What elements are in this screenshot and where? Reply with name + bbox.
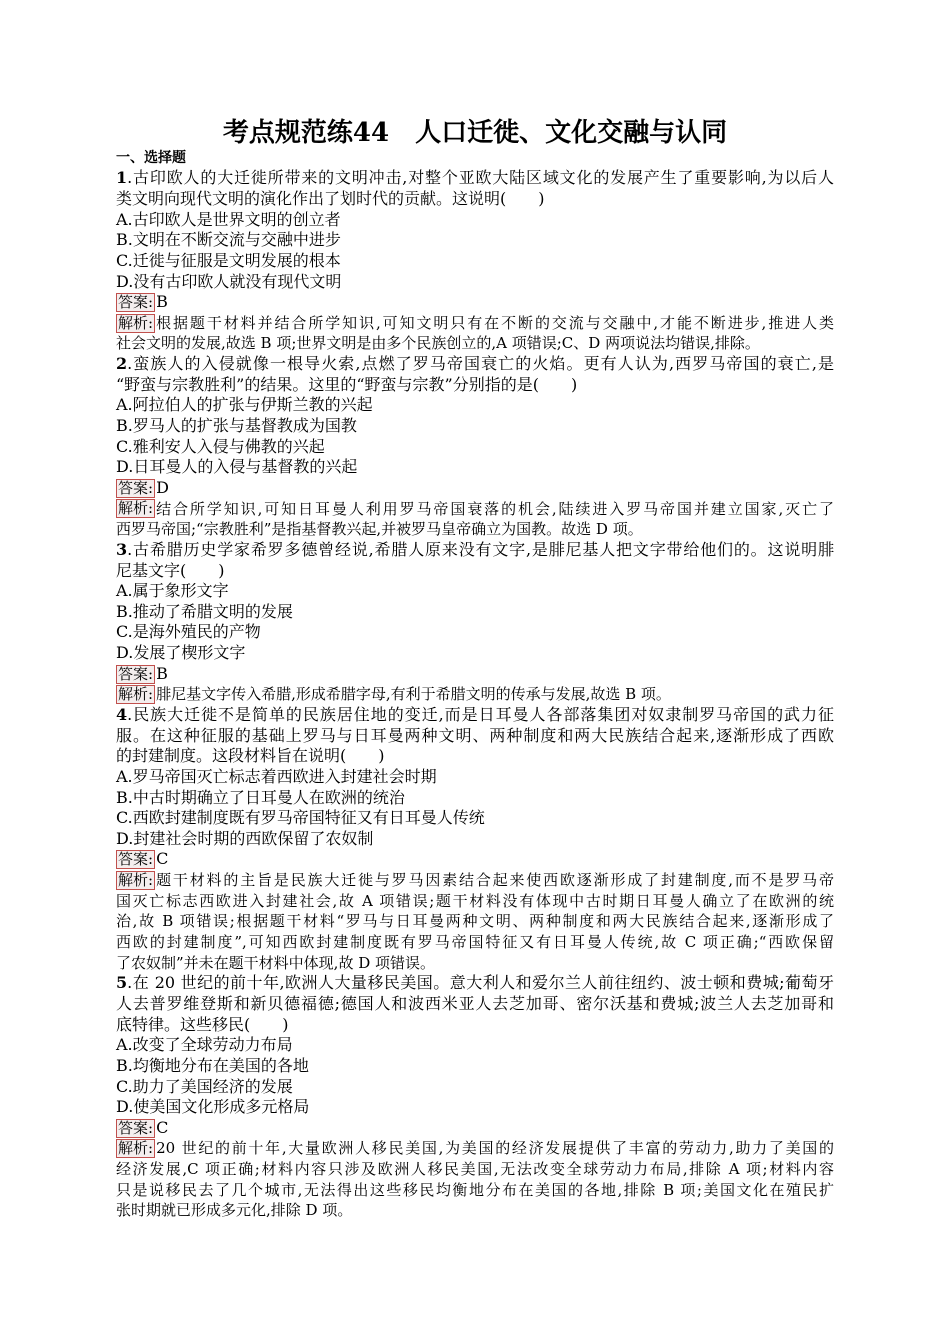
answer-line (116, 292, 834, 313)
question-list (116, 148, 834, 1221)
answer-line (116, 478, 834, 499)
option-b: B.中古时期确立了日耳曼人在欧洲的统治 (116, 787, 405, 807)
answer-value: C (156, 849, 169, 869)
question-4 (116, 705, 834, 973)
analysis-text: 经济发展,C 项正确;材料内容只涉及欧洲人移民美国,无法改变全球劳动力布局,排除 A 项;材料内容 (116, 1160, 834, 1179)
option-c: C.雅利安人入侵与佛教的兴起 (116, 436, 325, 456)
question-number: 4 (116, 704, 128, 724)
analysis-text: 西罗马帝国;“宗教胜利”是指基督教兴起,并被罗马皇帝确立为国教。故选 D 项。 (116, 520, 643, 539)
option-b: B.推动了希腊文明的发展 (116, 601, 293, 621)
question-stem-text: .古印欧人的大迁徙所带来的文明冲击,对整个亚欧大陆区域文化的发展产生了重要影响,为以后人 (127, 168, 834, 188)
option-b: B.文明在不断交流与交融中进步 (116, 230, 341, 250)
answer-label: 答案: (118, 478, 154, 497)
analysis-text: 根据题干材料并结合所学知识,可知文明只有在不断的交流与交融中,才能不断进步,推进人类 (156, 313, 834, 332)
analysis-text: 西欧的封建制度”,可知西欧封建制度既有罗马帝国特征又有日耳曼人传统,故 C 项正确;“西欧保留 (116, 933, 834, 952)
page-title: 考点规范练44 人口迁徙、文化交融与认同 (222, 118, 728, 148)
question-stem-line (116, 705, 834, 726)
question-stem-text: .民族大迁徙不是简单的民族居住地的变迁,而是日耳曼人各部落集团对奴隶制罗马帝国的武力征 (127, 704, 834, 724)
option-a: A.罗马帝国灭亡标志着西欧进入封建社会时期 (116, 766, 437, 786)
answer-value: B (156, 663, 168, 683)
analysis-label: 解析: (118, 1139, 154, 1158)
analysis-line (116, 313, 834, 334)
section-heading: 一、选择题 (116, 149, 186, 166)
question-stem-line (116, 973, 834, 994)
question-stem-line: 类文明向现代文明的演化作出了划时代的贡献。这说明( ) (116, 188, 545, 208)
analysis-line (116, 870, 834, 891)
question-stem-line (116, 354, 834, 375)
question-stem-text: .蛮族人的入侵就像一根导火索,点燃了罗马帝国衰亡的火焰。更有人认为,西罗马帝国的衰亡,是 (127, 354, 834, 374)
question-number: 1 (116, 168, 128, 188)
analysis-line (116, 684, 834, 705)
analysis-label: 解析: (118, 870, 154, 889)
question-1 (116, 168, 834, 354)
option-a: A.属于象形文字 (116, 581, 229, 601)
question-stem-line: 服。在这种征服的基础上罗马与日耳曼两种文明、两种制度和两大民族结合起来,逐渐形成了西欧 (116, 725, 834, 745)
option-a: A.古印欧人是世界文明的创立者 (116, 209, 341, 229)
analysis-text: 腓尼基文字传入希腊,形成希腊字母,有利于希腊文明的传承与发展,故选 B 项。 (156, 685, 671, 704)
analysis-line (116, 499, 834, 520)
analysis-text: 结合所学知识,可知日耳曼人利用罗马帝国衰落的机会,陆续进入罗马帝国并建立国家,灭亡了 (156, 499, 834, 518)
option-d: D.使美国文化形成多元格局 (116, 1097, 310, 1117)
analysis-label: 解析: (118, 685, 154, 704)
question-stem-line: 底特律。这些移民( ) (116, 1014, 289, 1034)
option-d: D.日耳曼人的入侵与基督教的兴起 (116, 457, 358, 477)
option-c: C.迁徙与征服是文明发展的根本 (116, 250, 341, 270)
question-stem-text: .在 20 世纪的前十年,欧洲人大量移民美国。意大利人和爱尔兰人前往纽约、波士顿和费城;葡萄牙 (127, 973, 834, 993)
option-d: D.封建社会时期的西欧保留了农奴制 (116, 828, 374, 848)
answer-label: 答案: (118, 1118, 154, 1137)
question-3 (116, 540, 834, 705)
option-b: B.均衡地分布在美国的各地 (116, 1055, 309, 1075)
question-2 (116, 354, 834, 540)
analysis-text: 题干材料的主旨是民族大迁徙与罗马因素结合起来使西欧逐渐形成了封建制度,而不是罗马帝 (156, 871, 834, 890)
option-d: D.没有古印欧人就没有现代文明 (116, 271, 342, 291)
option-c: C.助力了美国经济的发展 (116, 1076, 293, 1096)
option-c: C.西欧封建制度既有罗马帝国特征又有日耳曼人传统 (116, 808, 485, 828)
option-d: D.发展了楔形文字 (116, 643, 246, 663)
question-stem-line: 尼基文字( ) (116, 560, 225, 580)
answer-line (116, 849, 834, 870)
analysis-text: 20 世纪的前十年,大量欧洲人移民美国,为美国的经济发展提供了丰富的劳动力,助力了美国的 (156, 1139, 834, 1158)
answer-label: 答案: (118, 850, 154, 869)
analysis-text: 治,故 B 项错误;根据题干材料“罗马与日耳曼两种文明、两种制度和两大民族结合起来,逐渐形成了 (116, 912, 834, 931)
question-stem-line (116, 540, 834, 561)
option-a: A.阿拉伯人的扩张与伊斯兰教的兴起 (116, 395, 373, 415)
analysis-text: 了农奴制”并未在题干材料中体现,故 D 项错误。 (116, 953, 436, 972)
analysis-text: 社会文明的发展,故选 B 项;世界文明是由多个民族创立的,A 项错误;C、D 两项说法均错误,排除。 (116, 334, 760, 353)
analysis-text: 只是说移民去了几个城市,无法得出这些移民均衡地分布在美国的各地,排除 B 项;美国文化在殖民扩 (116, 1180, 834, 1199)
question-5 (116, 973, 834, 1221)
analysis-line (116, 1138, 834, 1159)
question-number: 3 (116, 539, 128, 559)
question-number: 5 (116, 973, 128, 993)
answer-value: C (156, 1117, 169, 1137)
question-stem-line: 的封建制度。这段材料旨在说明( ) (116, 746, 385, 766)
question-stem-line: “野蛮与宗教胜利”的结果。这里的“野蛮与宗教”分别指的是( ) (116, 374, 578, 394)
analysis-text: 张时期就已形成多元化,排除 D 项。 (116, 1201, 353, 1220)
answer-value: B (156, 292, 168, 312)
question-stem-text: .古希腊历史学家希罗多德曾经说,希腊人原来没有文字,是腓尼基人把文字带给他们的。这说明腓 (127, 539, 834, 559)
option-c: C.是海外殖民的产物 (116, 622, 261, 642)
question-stem-line (116, 168, 834, 189)
option-a: A.改变了全球劳动力布局 (116, 1035, 293, 1055)
answer-line (116, 1118, 834, 1139)
answer-value: D (156, 477, 169, 497)
analysis-label: 解析: (118, 313, 154, 332)
answer-line (116, 664, 834, 685)
option-b: B.罗马人的扩张与基督教成为国教 (116, 416, 357, 436)
question-number: 2 (116, 354, 128, 374)
answer-label: 答案: (118, 664, 154, 683)
analysis-label: 解析: (118, 499, 154, 518)
answer-label: 答案: (118, 292, 154, 311)
question-stem-line: 人去普罗维登斯和新贝德福德;德国人和波西米亚人去芝加哥、密尔沃基和费城;波兰人去芝加哥和 (116, 993, 834, 1013)
analysis-text: 国灭亡标志西欧进入封建社会,故 A 项错误;题干材料没有体现中古时期日耳曼人确立了在欧洲的统 (116, 891, 834, 910)
